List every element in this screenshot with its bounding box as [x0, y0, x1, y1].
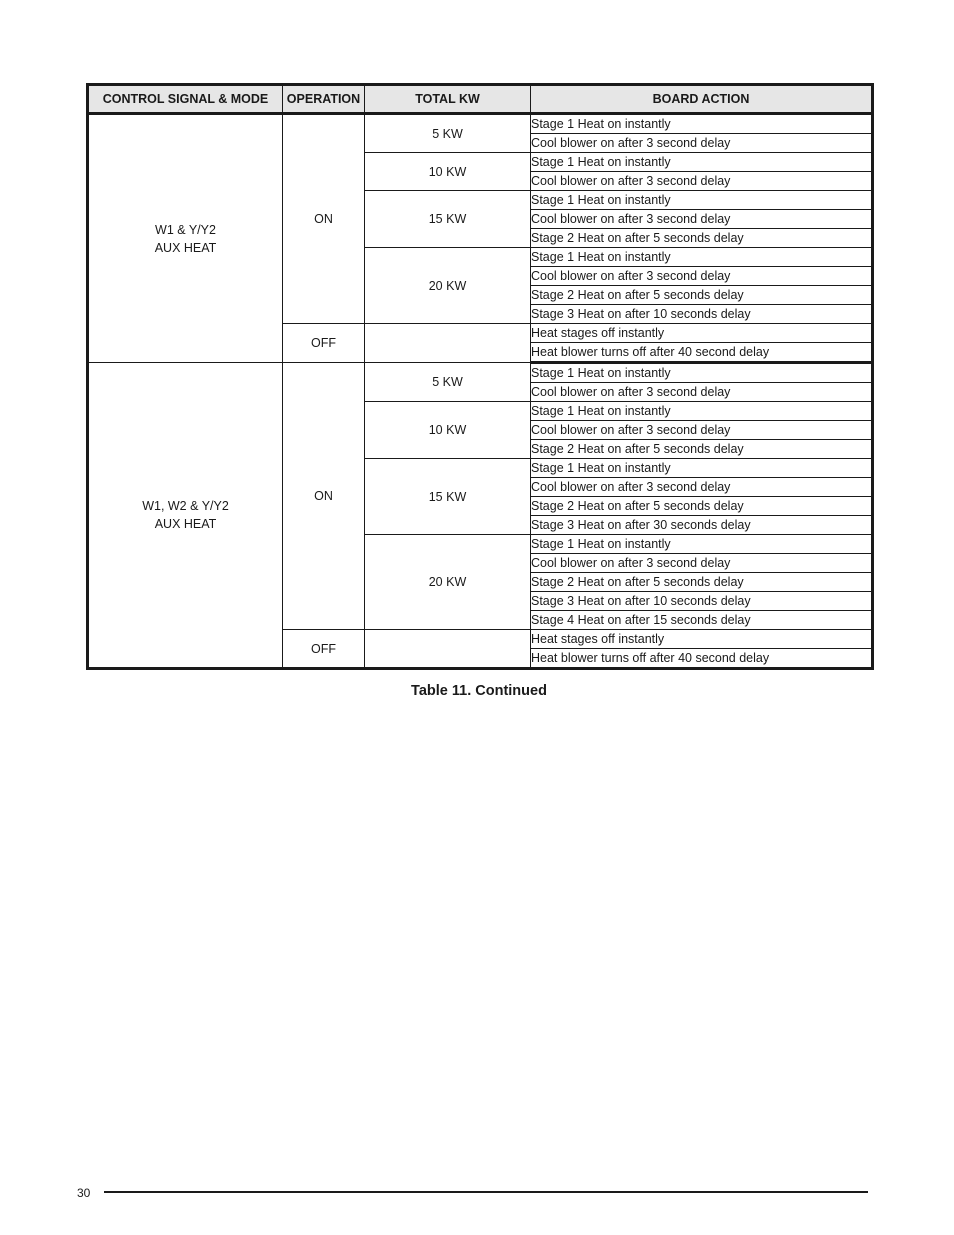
- board-action-cell: Cool blower on after 3 second delay: [531, 172, 873, 191]
- header-total-kw: TOTAL KW: [365, 85, 531, 114]
- operation-off-cell: OFF: [283, 324, 365, 363]
- board-action-cell: Heat blower turns off after 40 second delay: [531, 649, 873, 669]
- total-kw-cell: 15 KW: [365, 191, 531, 248]
- board-action-cell: Stage 1 Heat on instantly: [531, 363, 873, 383]
- board-action-cell: Stage 3 Heat on after 30 seconds delay: [531, 516, 873, 535]
- board-action-cell: Cool blower on after 3 second delay: [531, 383, 873, 402]
- total-kw-cell: 5 KW: [365, 363, 531, 402]
- table-row: [88, 363, 873, 383]
- board-action-cell: Cool blower on after 3 second delay: [531, 421, 873, 440]
- control-signal-table: [86, 83, 874, 670]
- board-action-cell: Stage 1 Heat on instantly: [531, 191, 873, 210]
- mode-signal-label: W1, W2 & Y/Y2: [142, 499, 229, 513]
- page-number: 30: [77, 1186, 91, 1200]
- board-action-cell: Stage 2 Heat on after 5 seconds delay: [531, 440, 873, 459]
- operation-on-cell: ON: [283, 114, 365, 324]
- board-action-cell: Stage 1 Heat on instantly: [531, 114, 873, 134]
- table-header-row: [88, 85, 873, 114]
- mode-type-label: AUX HEAT: [154, 240, 217, 255]
- table-container: [86, 83, 871, 670]
- total-kw-cell: 20 KW: [365, 248, 531, 324]
- control-signal-mode-cell: [88, 363, 283, 669]
- board-action-cell: Cool blower on after 3 second delay: [531, 210, 873, 229]
- board-action-cell: Cool blower on after 3 second delay: [531, 554, 873, 573]
- control-signal-mode-cell: [88, 114, 283, 363]
- board-action-cell: Stage 4 Heat on after 15 seconds delay: [531, 611, 873, 630]
- board-action-cell: Cool blower on after 3 second delay: [531, 267, 873, 286]
- mode-signal-label: W1 & Y/Y2: [155, 222, 216, 237]
- board-action-cell: Stage 2 Heat on after 5 seconds delay: [531, 497, 873, 516]
- total-kw-cell: 15 KW: [365, 459, 531, 535]
- board-action-cell: Stage 2 Heat on after 5 seconds delay: [531, 286, 873, 305]
- board-action-cell: Stage 1 Heat on instantly: [531, 248, 873, 267]
- operation-off-cell: OFF: [283, 630, 365, 669]
- board-action-cell: Heat blower turns off after 40 second delay: [531, 343, 873, 363]
- total-kw-cell: 10 KW: [365, 153, 531, 191]
- board-action-cell: Stage 1 Heat on instantly: [531, 535, 873, 554]
- board-action-cell: Cool blower on after 3 second delay: [531, 134, 873, 153]
- table-body: [88, 114, 873, 669]
- board-action-cell: Stage 1 Heat on instantly: [531, 153, 873, 172]
- total-kw-empty-cell: [365, 630, 531, 669]
- header-control-signal-mode: CONTROL SIGNAL & MODE: [88, 85, 283, 114]
- board-action-cell: Stage 3 Heat on after 10 seconds delay: [531, 305, 873, 324]
- board-action-cell: Stage 2 Heat on after 5 seconds delay: [531, 573, 873, 592]
- board-action-cell: Cool blower on after 3 second delay: [531, 478, 873, 497]
- board-action-cell: Stage 1 Heat on instantly: [531, 402, 873, 421]
- board-action-cell: Heat stages off instantly: [531, 630, 873, 649]
- total-kw-cell: 20 KW: [365, 535, 531, 630]
- total-kw-empty-cell: [365, 324, 531, 363]
- mode-type-label: AUX HEAT: [154, 517, 217, 531]
- header-board-action: BOARD ACTION: [531, 85, 873, 114]
- table-caption: Table 11. Continued: [411, 683, 547, 699]
- total-kw-cell: 10 KW: [365, 402, 531, 459]
- board-action-cell: Stage 2 Heat on after 5 seconds delay: [531, 229, 873, 248]
- board-action-cell: Stage 3 Heat on after 10 seconds delay: [531, 592, 873, 611]
- header-operation: OPERATION: [283, 85, 365, 114]
- total-kw-cell: 5 KW: [365, 114, 531, 153]
- board-action-cell: Heat stages off instantly: [531, 324, 873, 343]
- table-row: [88, 114, 873, 134]
- operation-on-cell: ON: [283, 363, 365, 630]
- board-action-cell: Stage 1 Heat on instantly: [531, 459, 873, 478]
- footer-divider: [104, 1191, 868, 1193]
